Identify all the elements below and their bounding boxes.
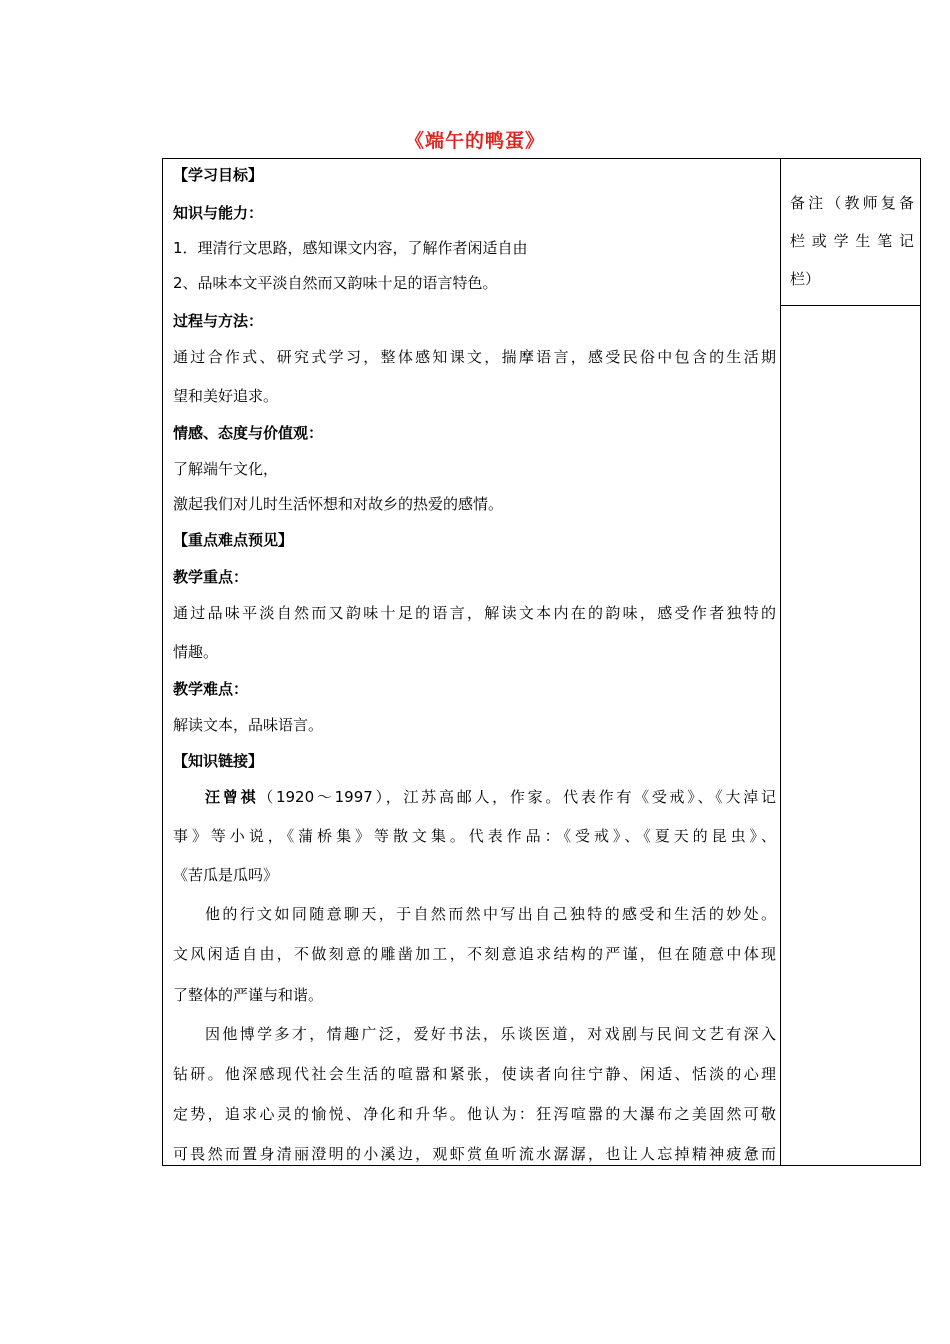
text-line: 可畏然而置身清丽澄明的小溪边，观虾赏鱼听流水潺潺，也让人忘掉精神疲惫而 bbox=[173, 1145, 776, 1163]
subheading-focus: 教学重点： bbox=[173, 568, 249, 586]
text-line: 文风闲适自由，不做刻意的雕凿加工，不刻意追求结构的严谨，但在随意中体现 bbox=[173, 945, 776, 963]
subheading-emotion: 情感、态度与价值观： bbox=[173, 424, 324, 442]
text-line: 定势，追求心灵的愉悦、净化和升华。他认为：狂泻喧嚣的大瀑布之美固然可敬 bbox=[173, 1105, 776, 1123]
author-name: 汪曾祺 bbox=[205, 788, 259, 806]
notes-header-divider bbox=[781, 305, 921, 306]
table-left-border bbox=[162, 158, 163, 1166]
notes-header-line: 栏） bbox=[790, 270, 821, 288]
notes-header-line: 备注（教师复备 bbox=[790, 194, 914, 212]
subheading-knowledge: 知识与能力： bbox=[173, 204, 264, 222]
text-line: 《苦瓜是瓜吗》 bbox=[173, 866, 279, 884]
text-line: 事》等小说，《蒲桥集》等散文集。代表作品：《受戒》、《夏天的昆虫》、 bbox=[173, 827, 776, 845]
text-line: 情趣。 bbox=[173, 643, 219, 661]
subheading-difficulty: 教学难点： bbox=[173, 680, 249, 698]
text-line: 因他博学多才，情趣广泛，爱好书法，乐谈医道，对戏剧与民间文艺有深入 bbox=[205, 1025, 776, 1043]
text-line: 激起我们对儿时生活怀想和对故乡的热爱的感情。 bbox=[173, 495, 504, 513]
section-header-key-points: 【重点难点预见】 bbox=[173, 531, 294, 549]
subheading-process: 过程与方法： bbox=[173, 312, 264, 330]
notes-header-line: 栏 或 学 生 笔 记 bbox=[790, 232, 914, 250]
lesson-table bbox=[162, 158, 920, 1166]
table-column-divider bbox=[780, 158, 781, 1166]
section-header-knowledge-link: 【知识链接】 bbox=[173, 752, 264, 770]
text-line: 了解端午文化， bbox=[173, 460, 279, 478]
table-right-border bbox=[920, 158, 921, 1166]
text-line bbox=[173, 786, 776, 807]
text-line: 他的行文如同随意聊天，于自然而然中写出自己独特的感受和生活的妙处。 bbox=[205, 905, 776, 923]
notes-column-header bbox=[790, 184, 914, 298]
text-line: 望和美好追求。 bbox=[173, 387, 279, 405]
text-line: 钻研。他深感现代社会生活的喧嚣和紧张，使读者向往宁静、闲适、恬淡的心理 bbox=[173, 1065, 776, 1083]
document-title: 《端午的鸭蛋》 bbox=[404, 130, 545, 152]
text-line: 1．理清行文思路，感知课文内容，了解作者闲适自由 bbox=[173, 239, 528, 257]
text-line: 2、品味本文平淡自然而又韵味十足的语言特色。 bbox=[173, 274, 498, 292]
section-header-objectives: 【学习目标】 bbox=[173, 166, 264, 184]
text-line: 通过品味平淡自然而又韵味十足的语言，解读文本内在的韵味，感受作者独特的 bbox=[173, 604, 776, 622]
text-line: 了整体的严谨与和谐。 bbox=[173, 986, 324, 1004]
author-intro: （1920～1997），江苏高邮人，作家。代表作有《受戒》、《大淖记 bbox=[258, 788, 776, 806]
text-line: 通过合作式、研究式学习，整体感知课文，揣摩语言，感受民俗中包含的生活期 bbox=[173, 348, 776, 366]
text-line: 解读文本，品味语言。 bbox=[173, 716, 324, 734]
